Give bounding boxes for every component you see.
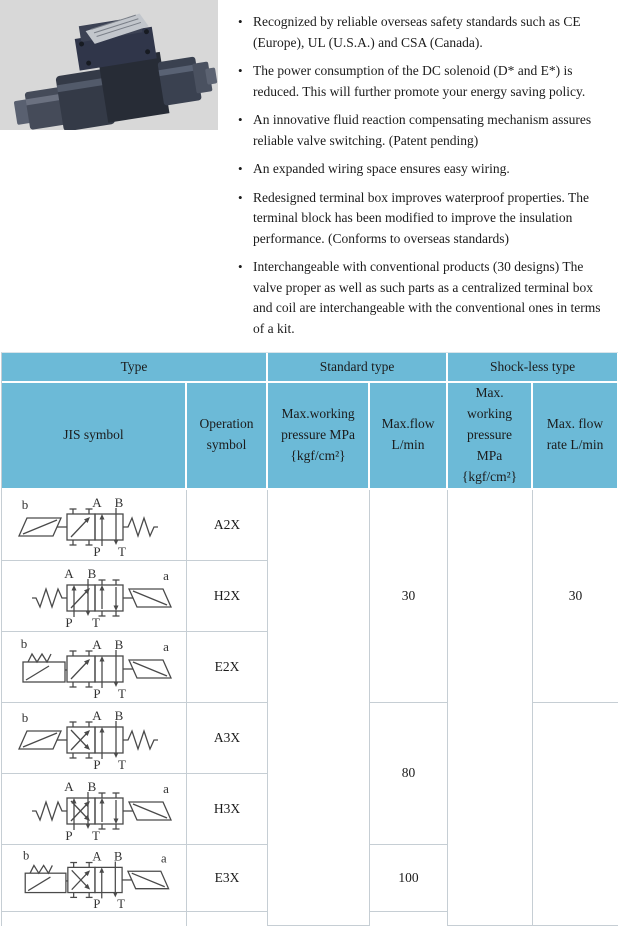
std-pressure-value-cell [268,490,370,926]
svg-text:a: a [163,639,169,655]
svg-text:B: B [114,637,124,653]
svg-text:P: P [65,828,73,843]
jis-valve-symbol-E3X [9,848,179,910]
feature-text: The power consumption of the DC solenoid (D* and E*) is reduced. This will further promote your energy saving policy. [253,63,586,99]
feature-item [236,159,614,180]
bullet-icon: • [238,112,243,127]
jis-valve-symbol-H3X [9,778,179,842]
svg-text:A: A [92,708,102,724]
header-cell-standard-type: Standard type [268,353,448,383]
svg-text:b: b [20,636,28,652]
svg-text:T: T [118,544,126,559]
jis-symbol-cell [2,561,187,632]
svg-text:a: a [163,568,169,584]
shock-pressure-value-cell [448,490,533,926]
svg-text:B: B [87,566,97,582]
svg-text:P: P [93,897,101,911]
operation-symbol-cell: E3X [187,845,268,912]
svg-text:A: A [92,495,102,511]
operation-symbol-cell: A3X [187,703,268,774]
svg-text:a: a [163,781,169,797]
jis-symbol-cell [2,774,187,845]
jis-valve-symbol-E2X [9,636,179,700]
bullet-icon: • [238,161,243,176]
header-cell-jis-symbol: JIS symbol [2,383,187,490]
valve-spec-table [1,352,618,926]
header-cell-operation-symbol: Operation symbol [187,383,268,490]
svg-text:a: a [160,851,167,866]
svg-text:A: A [92,849,102,864]
feature-text: Redesigned terminal box improves waterproof properties. The terminal block has been modified to improve the insulation performance. (Conforms to overseas standards) [253,189,590,246]
feature-bullet-list [236,12,614,347]
svg-text:A: A [92,637,102,653]
svg-text:B: B [87,779,97,795]
solenoid-valve-photo-illustration [0,0,218,130]
std-flow-value-cell: 30 [370,490,448,703]
svg-text:T: T [118,757,126,772]
shock-flow-value-cell: 30 [533,490,618,703]
svg-text:b: b [21,710,29,726]
jis-valve-symbol-H2X [9,565,179,629]
svg-text:B: B [114,495,124,511]
feature-text: An innovative fluid reaction compensating mechanism assures reliable valve switching. (Patent pending) [253,112,592,148]
operation-symbol-cell: H2X [187,561,268,632]
svg-text:T: T [118,686,126,701]
header-cell-std-max-working-pressure: Max.working pressure MPa {kgf/cm²} [268,383,370,490]
jis-symbol-cell [2,490,187,561]
svg-text:B: B [114,849,123,864]
svg-text:P: P [93,757,101,772]
std-flow-value-cell: 80 [370,703,448,845]
table-row [2,490,618,561]
feature-item [236,61,614,102]
svg-text:B: B [114,708,124,724]
svg-text:A: A [64,566,74,582]
jis-symbol-cell [2,912,187,926]
jis-symbol-cell [2,703,187,774]
svg-text:A: A [64,779,74,795]
svg-text:T: T [117,897,125,911]
std-flow-value-cell [370,912,448,926]
operation-symbol-cell: E2X [187,632,268,703]
bullet-icon: • [238,189,243,205]
bullet-icon: • [238,259,243,274]
header-cell-shock-max-flow-rate: Max. flow rate L/min [533,383,618,490]
feature-text: Recognized by reliable overseas safety standards such as CE (Europe), UL (U.S.A.) and CSA (Canada). [253,14,581,50]
feature-item [236,188,614,250]
feature-item [236,12,614,53]
shock-flow-value-cell [533,703,618,926]
product-photo [0,0,218,130]
operation-symbol-cell: H3X [187,774,268,845]
header-cell-shockless-type: Shock-less type [448,353,618,383]
jis-valve-symbol-A3X [9,707,179,771]
feature-text: Interchangeable with conventional products (30 designs) The valve proper as well as such parts as a centralized terminal box and coil are interchangeable with the conventional ones in terms of a kit. [253,259,601,336]
svg-text:T: T [92,615,100,630]
page-top-section [0,0,618,352]
jis-symbol-cell [2,632,187,703]
svg-text:P: P [93,686,101,701]
svg-text:T: T [92,828,100,843]
feature-text: An expanded wiring space ensures easy wiring. [253,161,510,176]
header-cell-std-max-flow: Max.flow L/min [370,383,448,490]
bullet-icon: • [238,63,243,78]
header-cell-type: Type [2,353,268,383]
operation-symbol-cell [187,912,268,926]
bullet-icon: • [238,14,243,29]
operation-symbol-cell: A2X [187,490,268,561]
jis-symbol-cell [2,845,187,912]
jis-valve-symbol-A2X [9,494,179,558]
header-cell-shock-max-working-pressure: Max. working pressure MPa {kgf/cm²} [448,383,533,490]
svg-text:P: P [65,615,73,630]
svg-text:P: P [93,544,101,559]
feature-item [236,110,614,151]
svg-text:b: b [23,848,30,863]
feature-item [236,257,614,339]
svg-text:b: b [21,497,29,513]
std-flow-value-cell: 100 [370,845,448,912]
